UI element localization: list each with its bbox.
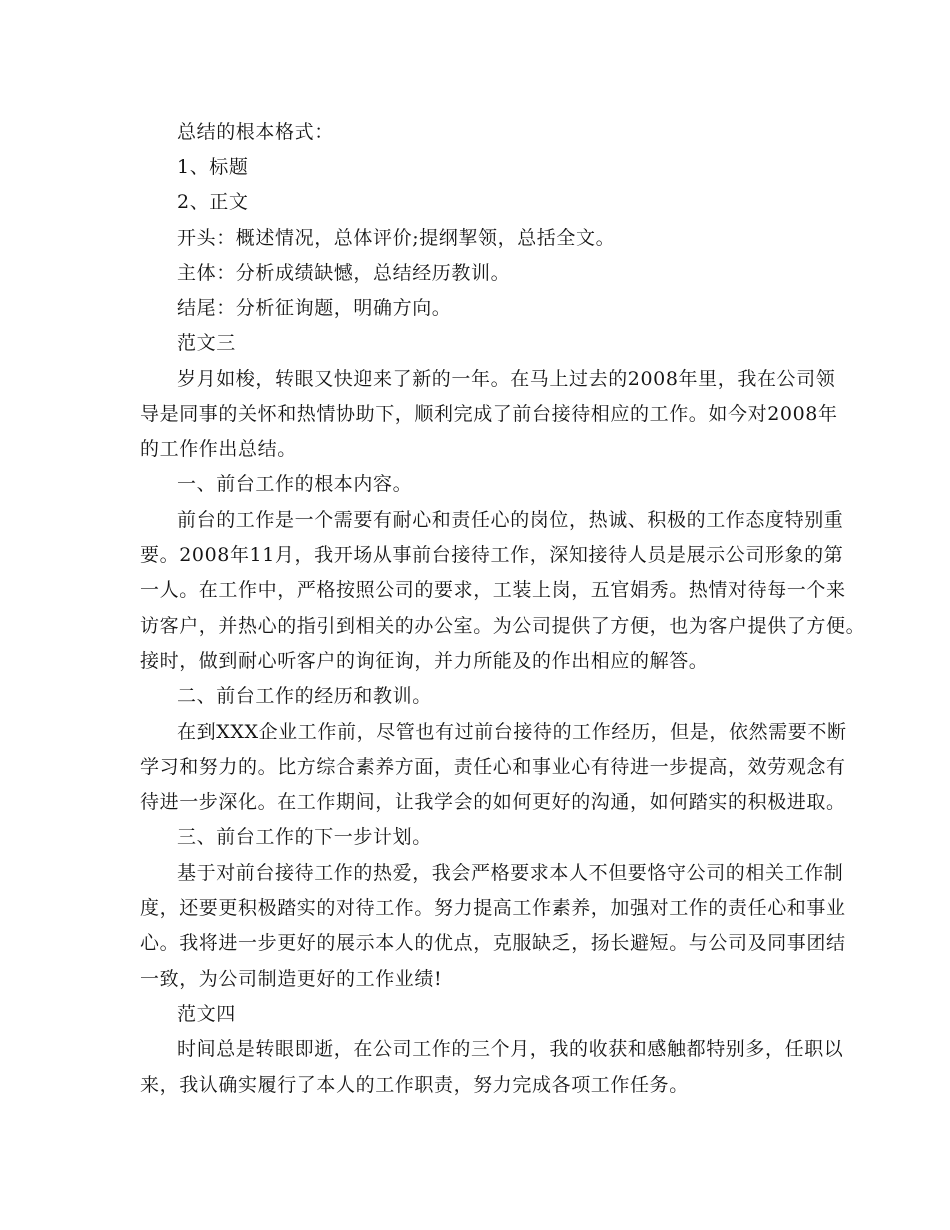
- format-item-title: 1、标题: [177, 156, 249, 178]
- paragraph-line: 的工作作出总结。: [140, 438, 297, 460]
- format-item-body: 2、正文: [177, 191, 249, 213]
- paragraph-line: 一人。在工作中，严格按照公司的要求，工装上岗，五官娟秀。热情对待每一个来: [140, 579, 846, 601]
- paragraph-line: 接时，做到耐心听客户的询征询，并力所能及的作出相应的解答。: [140, 650, 709, 672]
- section-heading-3: 三、前台工作的下一步计划。: [177, 826, 432, 848]
- paragraph-line: 基于对前台接待工作的热爱，我会严格要求本人不但要恪守公司的相关工作制: [177, 862, 844, 884]
- format-main: 主体：分析成绩缺憾，总结经历教训。: [177, 262, 511, 284]
- section-heading-1: 一、前台工作的根本内容。: [177, 473, 413, 495]
- paragraph-line: 岁月如梭，转眼又快迎来了新的一年。在马上过去的2008年里，我在公司领: [177, 368, 836, 390]
- paragraph-line: 导是同事的关怀和热情协助下，顺利完成了前台接待相应的工作。如今对2008年: [140, 403, 838, 425]
- paragraph-line: 度，还要更积极踏实的对待工作。努力提高工作素养，加强对工作的责任心和事业: [140, 897, 846, 919]
- paragraph-line: 要。2008年11月，我开场从事前台接待工作，深知接待人员是展示公司形象的第: [140, 544, 844, 566]
- paragraph-line: 待进一步深化。在工作期间，让我学会的如何更好的沟通，如何踏实的积极进取。: [140, 791, 846, 813]
- section-heading-2: 二、前台工作的经历和教训。: [177, 685, 432, 707]
- paragraph-line: 访客户，并热心的指引到相关的办公室。为公司提供了方便，也为客户提供了方便。: [140, 615, 866, 637]
- paragraph-line: 来，我认确实履行了本人的工作职责，努力完成各项工作任务。: [140, 1074, 689, 1096]
- paragraph-line: 一致，为公司制造更好的工作业绩!: [140, 968, 443, 990]
- paragraph-line: 时间总是转眼即逝，在公司工作的三个月，我的收获和感触都特别多，任职以: [177, 1038, 844, 1060]
- paragraph-line: 心。我将进一步更好的展示本人的优点，克服缺乏，扬长避短。与公司及同事团结: [140, 932, 846, 954]
- format-ending: 结尾：分析征询题，明确方向。: [177, 297, 452, 319]
- paragraph-line: 在到XXX企业工作前，尽管也有过前台接待的工作经历，但是，依然需要不断: [177, 721, 847, 743]
- format-opening: 开头：概述情况，总体评价;提纲挈领，总括全文。: [177, 227, 616, 249]
- sample-four-heading: 范文四: [177, 1003, 236, 1025]
- paragraph-line: 前台的工作是一个需要有耐心和责任心的岗位，热诚、积极的工作态度特别重: [177, 509, 844, 531]
- sample-three-heading: 范文三: [177, 332, 236, 354]
- paragraph-line: 学习和努力的。比方综合素养方面，责任心和事业心有待进一步提高，效劳观念有: [140, 756, 846, 778]
- format-heading: 总结的根本格式：: [177, 121, 334, 143]
